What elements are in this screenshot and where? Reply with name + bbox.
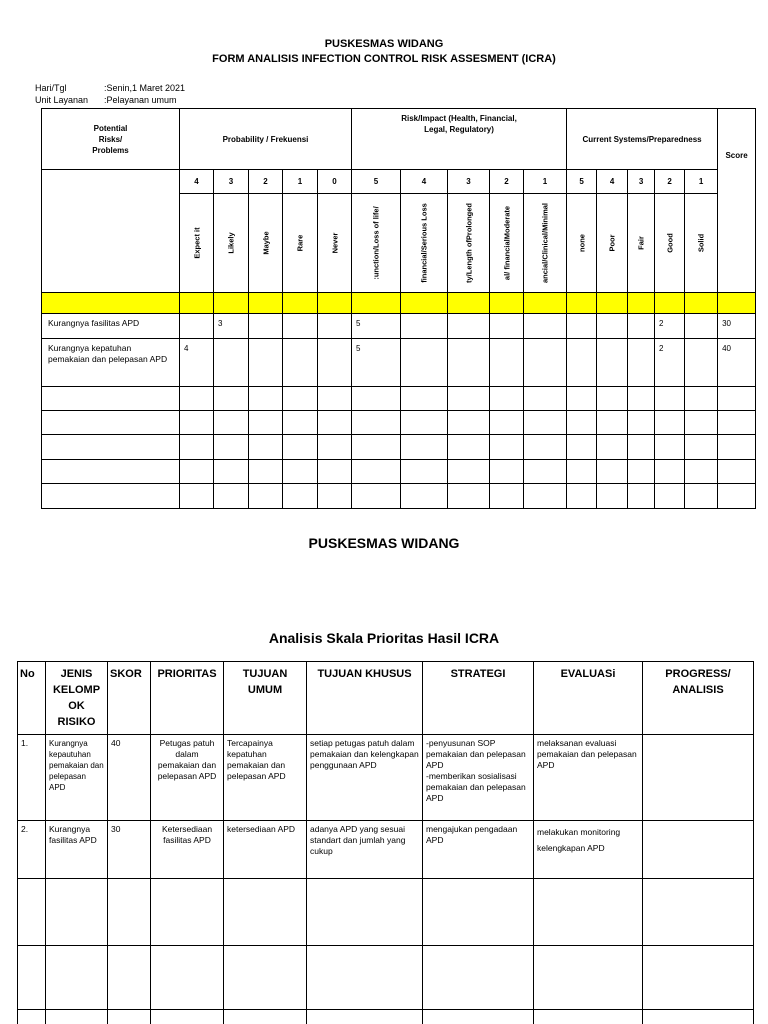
- table-row: [18, 1010, 754, 1024]
- empty-cell: [448, 484, 490, 509]
- empty-cell: [214, 484, 249, 509]
- empty-cell: [46, 1010, 108, 1024]
- prob-label-cell: [180, 194, 214, 293]
- prob-label: Rare: [295, 234, 305, 252]
- risk-label: :unction/Loss of life/: [371, 206, 381, 280]
- risk-label-cell: [352, 194, 401, 293]
- skor-cell: 30: [108, 821, 151, 879]
- empty-cell: [180, 484, 214, 509]
- table-row: [18, 735, 754, 821]
- risk-label: al/ financialModerate: [502, 205, 512, 281]
- prob-label: Likely: [226, 232, 236, 254]
- empty-cell: [597, 387, 628, 411]
- progress-cell: [643, 735, 754, 821]
- strategi-cell: mengajukan pengadaan APD: [423, 821, 534, 879]
- empty-cell: [249, 435, 283, 460]
- empty-cell: [180, 387, 214, 411]
- empty-cell: [597, 293, 628, 314]
- value-cell: [597, 314, 628, 339]
- empty-cell: [718, 387, 756, 411]
- value-cell: [685, 314, 718, 339]
- empty-cell: [423, 879, 534, 946]
- empty-cell: [352, 293, 401, 314]
- strategi-cell: -penyusunan SOP pemakaian dan pelepasan APD -memberikan sosialisasi pemakaian dan pelepasan APD: [423, 735, 534, 821]
- highlight-row: [42, 293, 756, 314]
- empty-cell: [307, 1010, 423, 1024]
- curr-num: 2: [655, 170, 685, 194]
- org-title: PUSKESMAS WIDANG: [324, 38, 444, 50]
- empty-cell: [307, 879, 423, 946]
- empty-cell: [643, 1010, 754, 1024]
- empty-cell: [318, 435, 352, 460]
- value-cell: [490, 314, 524, 339]
- empty-cell: [249, 460, 283, 484]
- value-cell: [318, 314, 352, 339]
- curr-label: Fair: [636, 236, 646, 250]
- risk-label: financial/Serious Loss: [419, 203, 429, 283]
- prioritas-cell: Petugas patuh dalam pemakaian dan pelepasan APD: [151, 735, 224, 821]
- value-cell: 5: [352, 314, 401, 339]
- empty-cell: [524, 411, 567, 435]
- empty-cell: [655, 411, 685, 435]
- empty-cell: [448, 460, 490, 484]
- value-cell: [448, 339, 490, 387]
- header-no: No: [18, 662, 46, 735]
- curr-label: Poor: [607, 234, 617, 252]
- empty-cell: [490, 484, 524, 509]
- empty-cell: [180, 411, 214, 435]
- curr-label: none: [577, 234, 587, 252]
- empty-cell: [423, 1010, 534, 1024]
- risk-label: ty/Length ofProlonged: [464, 203, 474, 283]
- problem-cell: Kurangnya fasilitas APD: [42, 314, 180, 339]
- empty-cell: [685, 293, 718, 314]
- empty-cell: [401, 411, 448, 435]
- value-cell: [214, 339, 249, 387]
- empty-cell: [42, 293, 180, 314]
- empty-cell: [108, 1010, 151, 1024]
- value-cell: 5: [352, 339, 401, 387]
- prob-label-cell: [214, 194, 249, 293]
- empty-cell: [151, 879, 224, 946]
- empty-cell: [401, 460, 448, 484]
- value-cell: [597, 339, 628, 387]
- curr-num: 3: [628, 170, 655, 194]
- prob-num: 4: [180, 170, 214, 194]
- prob-label: Maybe: [261, 231, 270, 255]
- no-cell: 2.: [18, 821, 46, 879]
- empty-cell: [567, 293, 597, 314]
- empty-cell: [42, 411, 180, 435]
- table-row: [42, 387, 756, 411]
- empty-cell: [718, 460, 756, 484]
- curr-label-cell: [597, 194, 628, 293]
- value-cell: [524, 339, 567, 387]
- table-row: [18, 821, 754, 879]
- empty-cell: [628, 411, 655, 435]
- empty-cell: [46, 879, 108, 946]
- header-progress: PROGRESS/ ANALISIS: [643, 662, 754, 735]
- empty-cell: [597, 435, 628, 460]
- tujuan-khusus-cell: adanya APD yang sesuai standart dan jumlah yang cukup: [307, 821, 423, 879]
- empty-cell: [567, 435, 597, 460]
- value-cell: [318, 339, 352, 387]
- section2-title: Analisis Skala Prioritas Hasil ICRA: [268, 630, 500, 646]
- empty-cell: [448, 293, 490, 314]
- empty-cell: [534, 879, 643, 946]
- curr-label-cell: [567, 194, 597, 293]
- date-value: :Senin,1 Maret 2021: [104, 83, 186, 93]
- empty-cell: [655, 293, 685, 314]
- empty-cell: [628, 484, 655, 509]
- risk-label-cell: [524, 194, 567, 293]
- table-row: [42, 411, 756, 435]
- empty-cell: [42, 484, 180, 509]
- empty-cell: [628, 293, 655, 314]
- empty-cell: [643, 879, 754, 946]
- empty-cell: [534, 946, 643, 1010]
- empty-cell: [249, 484, 283, 509]
- unit-line: [35, 94, 177, 106]
- empty-cell: [524, 435, 567, 460]
- empty-cell: [448, 411, 490, 435]
- value-cell: [524, 314, 567, 339]
- empty-cell: [401, 387, 448, 411]
- value-cell: [490, 339, 524, 387]
- prob-num: 1: [283, 170, 318, 194]
- empty-cell: [283, 411, 318, 435]
- prob-num: 0: [318, 170, 352, 194]
- unit-label: Unit Layanan: [35, 95, 89, 105]
- value-cell: [249, 314, 283, 339]
- empty-cell: [534, 1010, 643, 1024]
- empty-cell: [448, 387, 490, 411]
- jenis-cell: Kurangnya kepautuhan pemakaian dan pelepasan APD: [46, 735, 108, 821]
- date-line: [35, 82, 185, 94]
- value-cell: 2: [655, 314, 685, 339]
- progress-cell: [643, 821, 754, 879]
- value-cell: [567, 314, 597, 339]
- curr-label-cell: [685, 194, 718, 293]
- col-risk-impact: Risk/Impact (Health, Financial, Legal, Regulatory): [352, 109, 567, 170]
- tujuan-umum-cell: ketersediaan APD: [224, 821, 307, 879]
- prob-label-cell: [249, 194, 283, 293]
- risk-num: 5: [352, 170, 401, 194]
- prob-num: 3: [214, 170, 249, 194]
- empty-cell: [643, 946, 754, 1010]
- empty-cell: [401, 435, 448, 460]
- empty-cell: [151, 1010, 224, 1024]
- empty-cell: [352, 387, 401, 411]
- score-header-label: Score: [725, 151, 748, 160]
- empty-cell: [490, 435, 524, 460]
- empty-cell: [180, 435, 214, 460]
- col-current-systems: Current Systems/Preparedness: [567, 109, 718, 170]
- score-cell: 40: [718, 339, 756, 387]
- value-cell: [283, 314, 318, 339]
- col-probability: Probability / Frekuensi: [180, 109, 352, 170]
- value-cell: [401, 339, 448, 387]
- empty-cell: [423, 946, 534, 1010]
- tujuan-khusus-cell: setiap petugas patuh dalam pemakaian dan kelengkapan penggunaan APD: [307, 735, 423, 821]
- empty-cell: [490, 387, 524, 411]
- value-cell: [283, 339, 318, 387]
- empty-cell: [352, 484, 401, 509]
- empty-cell: [448, 435, 490, 460]
- blank-header-cell: [42, 170, 180, 293]
- empty-cell: [318, 460, 352, 484]
- risk-label-cell: [448, 194, 490, 293]
- empty-cell: [352, 435, 401, 460]
- header-evaluasi: EVALUASi: [534, 662, 643, 735]
- curr-num: 5: [567, 170, 597, 194]
- empty-cell: [214, 435, 249, 460]
- risk-num: 4: [401, 170, 448, 194]
- prob-label: Never: [330, 232, 339, 254]
- empty-cell: [249, 387, 283, 411]
- empty-cell: [401, 293, 448, 314]
- curr-num: 4: [597, 170, 628, 194]
- skor-cell: 40: [108, 735, 151, 821]
- empty-cell: [214, 460, 249, 484]
- empty-cell: [597, 411, 628, 435]
- header-tujuan-umum: TUJUAN UMUM: [224, 662, 307, 735]
- risk-label-cell: [401, 194, 448, 293]
- empty-cell: [42, 435, 180, 460]
- value-cell: [685, 339, 718, 387]
- empty-cell: [318, 293, 352, 314]
- risk-num: 3: [448, 170, 490, 194]
- empty-cell: [524, 293, 567, 314]
- empty-cell: [18, 946, 46, 1010]
- section2-org: PUSKESMAS WIDANG: [308, 535, 460, 551]
- problem-cell: Kurangnya kepatuhan pemakaian dan pelepasan APD: [42, 339, 180, 387]
- empty-cell: [283, 460, 318, 484]
- empty-cell: [42, 387, 180, 411]
- empty-cell: [490, 293, 524, 314]
- jenis-cell: Kurangnya fasilitas APD: [46, 821, 108, 879]
- empty-cell: [224, 946, 307, 1010]
- empty-cell: [655, 460, 685, 484]
- empty-cell: [249, 411, 283, 435]
- empty-cell: [655, 387, 685, 411]
- priority-table: [17, 661, 754, 1024]
- evaluasi-cell: melakukan monitoring kelengkapan APD: [534, 821, 643, 879]
- empty-cell: [46, 946, 108, 1010]
- prob-label-cell: [318, 194, 352, 293]
- empty-cell: [151, 946, 224, 1010]
- value-cell: 4: [180, 339, 214, 387]
- curr-label-cell: [628, 194, 655, 293]
- empty-cell: [42, 460, 180, 484]
- value-cell: [567, 339, 597, 387]
- empty-cell: [180, 460, 214, 484]
- empty-cell: [628, 387, 655, 411]
- table-row: [42, 314, 756, 339]
- value-cell: [628, 339, 655, 387]
- form-title: FORM ANALISIS INFECTION CONTROL RISK ASSESMENT (ICRA): [212, 53, 556, 65]
- prob-label-cell: [283, 194, 318, 293]
- empty-cell: [567, 387, 597, 411]
- table-row: [42, 435, 756, 460]
- empty-cell: [18, 1010, 46, 1024]
- prob-num: 2: [249, 170, 283, 194]
- empty-cell: [685, 411, 718, 435]
- col-score: [718, 109, 756, 293]
- table-row: [42, 484, 756, 509]
- no-cell: 1.: [18, 735, 46, 821]
- value-cell: 3: [214, 314, 249, 339]
- empty-cell: [401, 484, 448, 509]
- empty-cell: [524, 387, 567, 411]
- empty-cell: [567, 411, 597, 435]
- score-cell: 30: [718, 314, 756, 339]
- empty-cell: [567, 484, 597, 509]
- empty-cell: [685, 484, 718, 509]
- empty-cell: [283, 293, 318, 314]
- empty-cell: [283, 484, 318, 509]
- unit-value: :Pelayanan umum: [104, 95, 177, 105]
- priority-header-row: [18, 662, 754, 735]
- empty-cell: [685, 460, 718, 484]
- curr-num: 1: [685, 170, 718, 194]
- risk-label: ancial/Clinical/Minimal: [540, 202, 550, 284]
- empty-cell: [490, 411, 524, 435]
- empty-cell: [352, 460, 401, 484]
- header-jenis: JENIS KELOMP OK RISIKO: [46, 662, 108, 735]
- empty-cell: [628, 435, 655, 460]
- header-prioritas: PRIORITAS: [151, 662, 224, 735]
- value-cell: [448, 314, 490, 339]
- empty-cell: [18, 879, 46, 946]
- icra-table: [41, 108, 756, 509]
- empty-cell: [318, 484, 352, 509]
- empty-cell: [214, 387, 249, 411]
- empty-cell: [718, 484, 756, 509]
- value-cell: [628, 314, 655, 339]
- empty-cell: [214, 411, 249, 435]
- empty-cell: [524, 460, 567, 484]
- table-row: [42, 460, 756, 484]
- empty-cell: [524, 484, 567, 509]
- empty-cell: [180, 293, 214, 314]
- risk-label-cell: [490, 194, 524, 293]
- empty-cell: [108, 946, 151, 1010]
- empty-cell: [214, 293, 249, 314]
- risk-num: 2: [490, 170, 524, 194]
- empty-cell: [685, 435, 718, 460]
- empty-cell: [685, 387, 718, 411]
- empty-cell: [655, 435, 685, 460]
- empty-cell: [224, 1010, 307, 1024]
- empty-cell: [718, 293, 756, 314]
- table-row: [18, 946, 754, 1010]
- empty-cell: [567, 460, 597, 484]
- empty-cell: [318, 411, 352, 435]
- empty-cell: [655, 484, 685, 509]
- empty-cell: [283, 435, 318, 460]
- value-cell: [401, 314, 448, 339]
- value-cell: [180, 314, 214, 339]
- header-tujuan-khusus: TUJUAN KHUSUS: [307, 662, 423, 735]
- tujuan-umum-cell: Tercapainya kepatuhan pemakaian dan pelepasan APD: [224, 735, 307, 821]
- risk-num: 1: [524, 170, 567, 194]
- table-row: [18, 879, 754, 946]
- table-row: [42, 339, 756, 387]
- date-label: Hari/Tgl: [35, 83, 67, 93]
- curr-label: Solid: [696, 233, 706, 253]
- empty-cell: [307, 946, 423, 1010]
- value-cell: 2: [655, 339, 685, 387]
- empty-cell: [352, 411, 401, 435]
- col-potential-risks: Potential Risks/ Problems: [42, 109, 180, 170]
- empty-cell: [249, 293, 283, 314]
- empty-cell: [718, 411, 756, 435]
- prioritas-cell: Ketersediaan fasilitas APD: [151, 821, 224, 879]
- empty-cell: [628, 460, 655, 484]
- value-cell: [249, 339, 283, 387]
- empty-cell: [597, 484, 628, 509]
- curr-label-cell: [655, 194, 685, 293]
- empty-cell: [597, 460, 628, 484]
- prob-label: Expect it: [192, 227, 201, 259]
- header-strategi: STRATEGI: [423, 662, 534, 735]
- curr-label: Good: [665, 233, 675, 253]
- empty-cell: [224, 879, 307, 946]
- empty-cell: [318, 387, 352, 411]
- empty-cell: [283, 387, 318, 411]
- empty-cell: [490, 460, 524, 484]
- evaluasi-cell: melaksanan evaluasi pemakaian dan pelepasan APD: [534, 735, 643, 821]
- empty-cell: [108, 879, 151, 946]
- empty-cell: [718, 435, 756, 460]
- header-skor: SKOR: [108, 662, 151, 735]
